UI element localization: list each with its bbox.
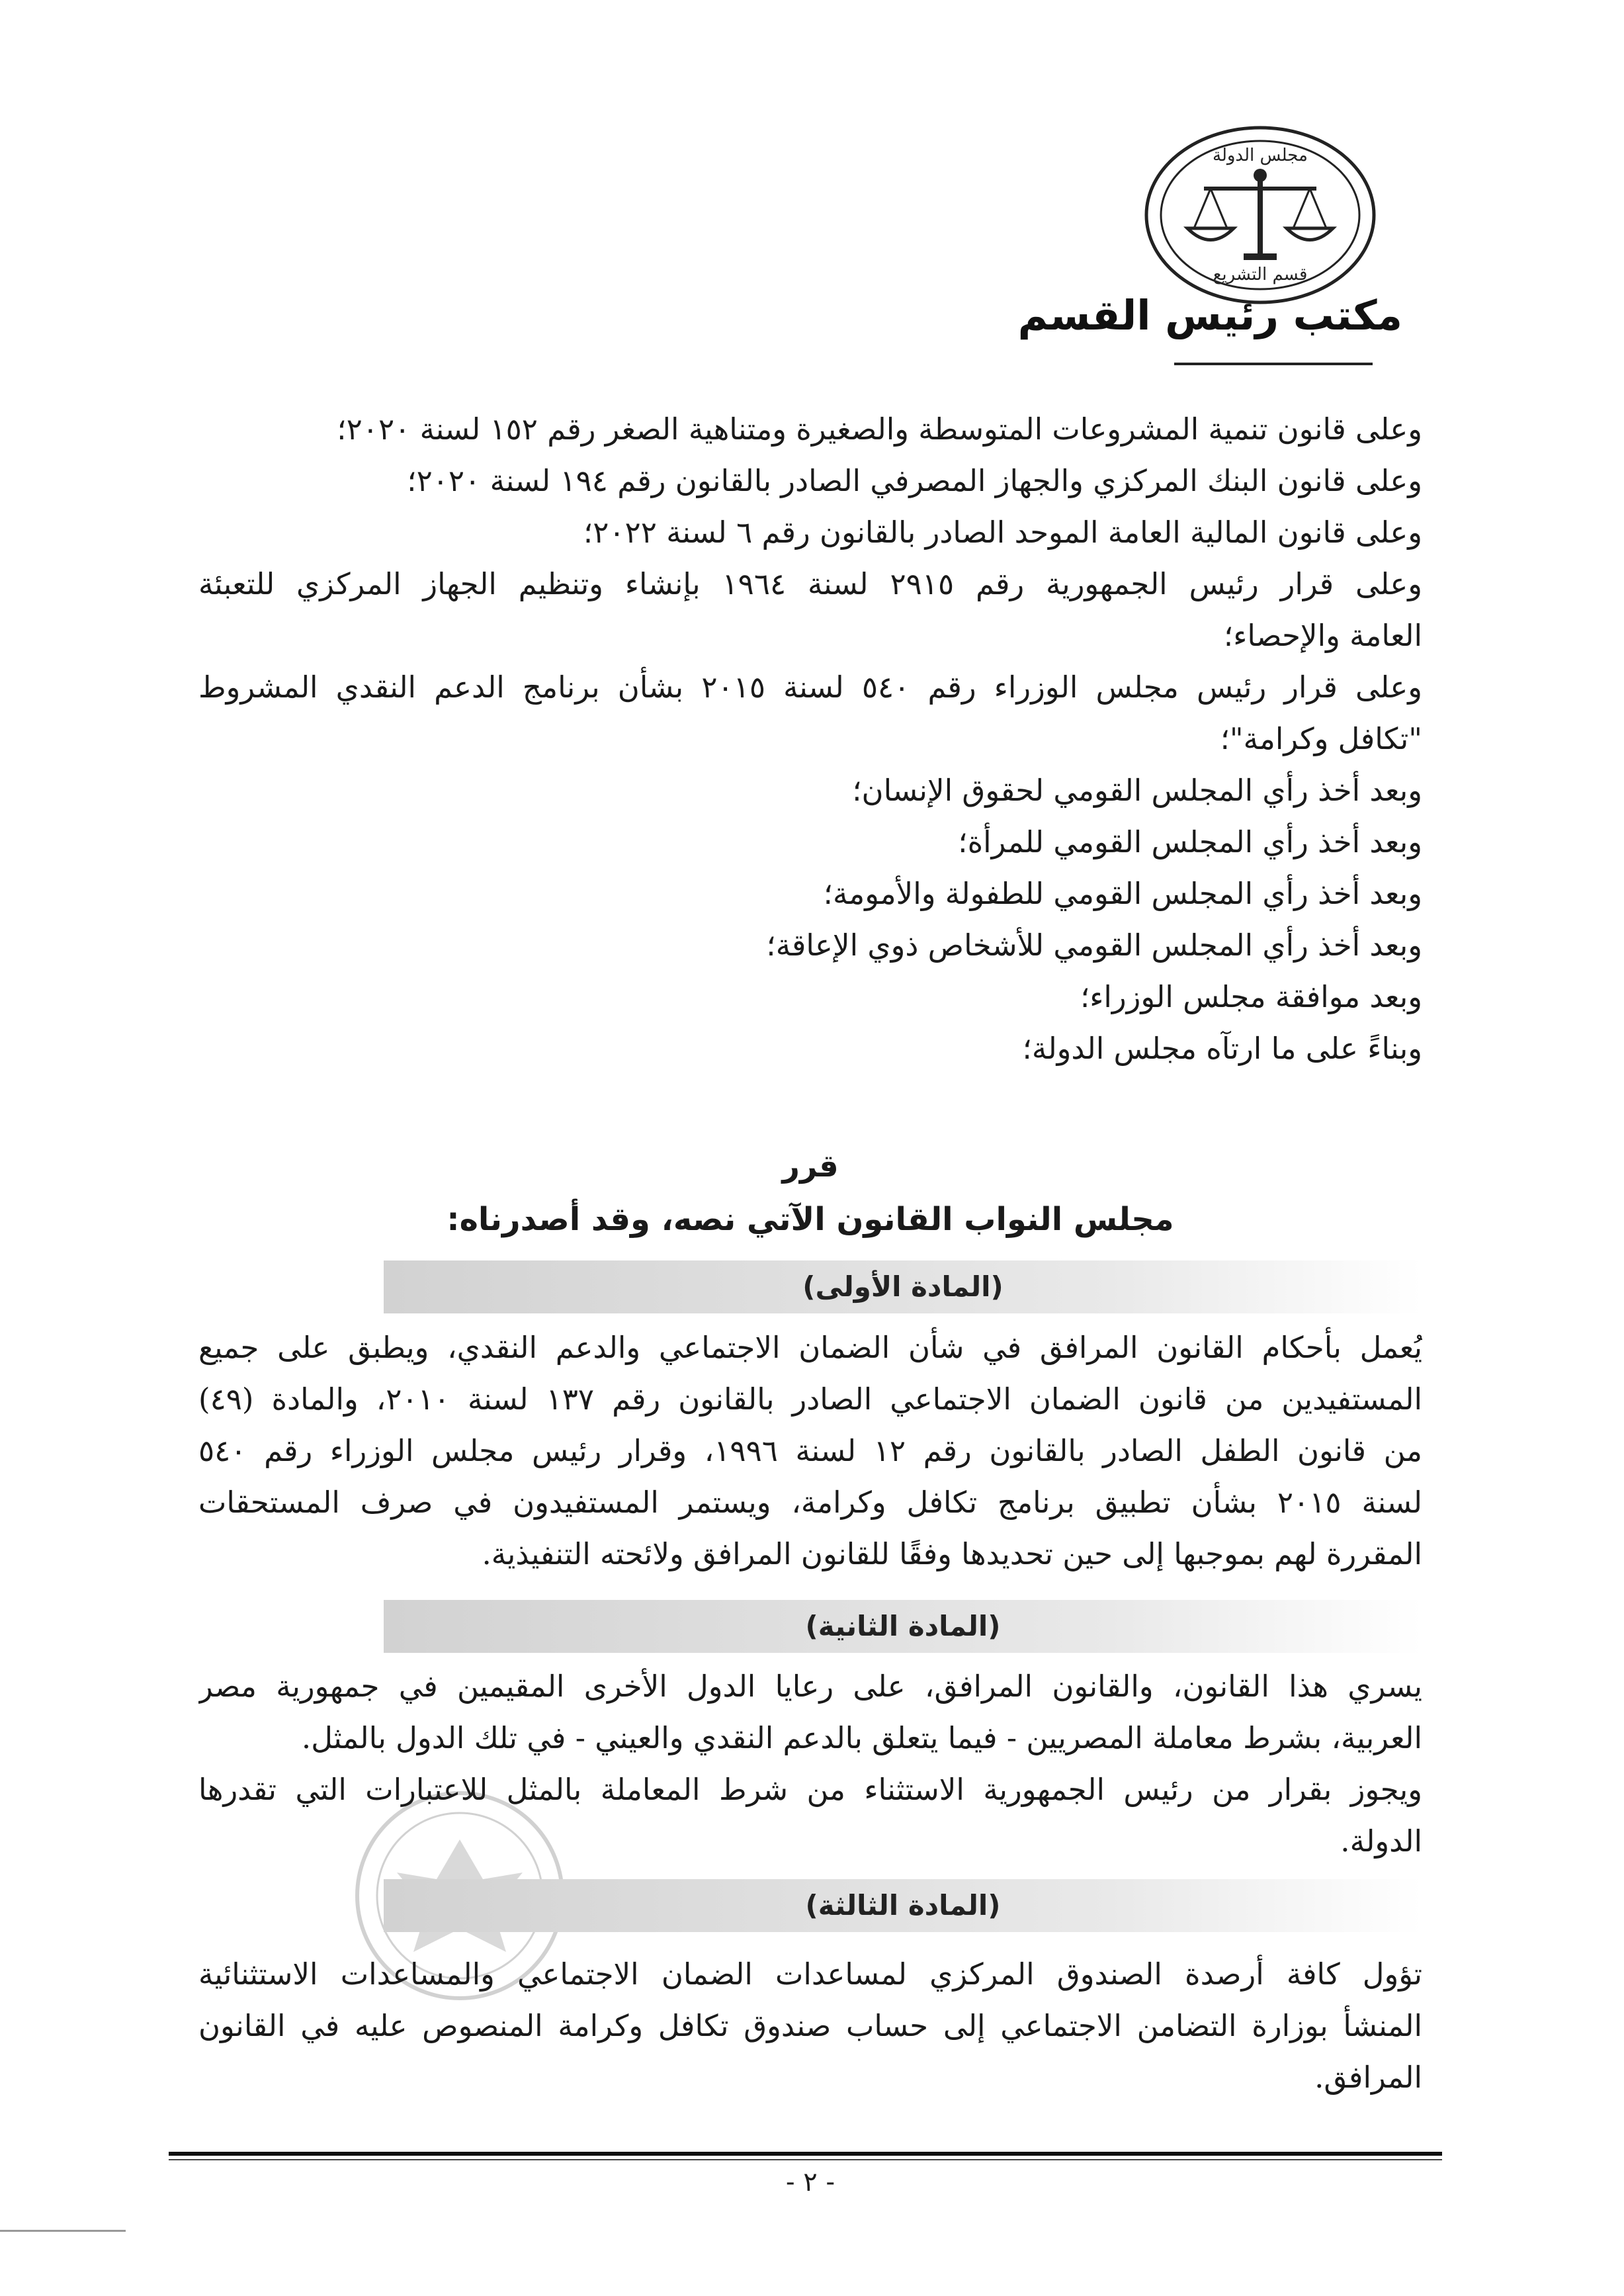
page-number: - ٢ - <box>786 2167 835 2197</box>
preamble-line: وبعد أخذ رأي المجلس القومي للمرأة؛ <box>958 824 1422 860</box>
article-line: من قانون الطفل الصادر بالقانون رقم ١٢ لسنة ١٩٩٦، وقرار رئيس مجلس الوزراء رقم ٥٤٠ <box>198 1433 1422 1468</box>
footer-rule-thin <box>169 2159 1442 2160</box>
scales-of-justice-seal-icon <box>1141 122 1379 308</box>
article-1-body <box>198 1322 1422 1580</box>
article-line: المنشأ بوزارة التضامن الاجتماعي إلى حساب صندوق تكافل وكرامة المنصوص عليه في القانون <box>198 2008 1422 2043</box>
article-line: يسري هذا القانون، والقانون المرافق، على رعايا الدول الأخرى المقيمين في جمهورية مصر <box>198 1669 1422 1704</box>
preamble-line: العامة والإحصاء؛ <box>1223 618 1422 653</box>
preamble-line: وبناءً على ما ارتآه مجلس الدولة؛ <box>1022 1031 1422 1066</box>
article-line: المقررة لهم بموجبها إلى حين تحديدها وفقًا للقانون المرافق ولائحته التنفيذية. <box>482 1536 1422 1571</box>
article-line: لسنة ٢٠١٥ بشأن تطبيق برنامج تكافل وكرامة، ويستمر المستفيدون في صرف المستحقات <box>198 1485 1422 1520</box>
article-line: يُعمل بأحكام القانون المرافق في شأن الضمان الاجتماعي والدعم النقدي، ويطبق على جميع <box>198 1330 1422 1365</box>
preamble-line: وعلى قانون تنمية المشروعات المتوسطة والصغيرة ومتناهية الصغر رقم ١٥٢ لسنة ٢٠٢٠؛ <box>337 412 1422 447</box>
preamble-line: وبعد أخذ رأي المجلس القومي للأشخاص ذوي الإعاقة؛ <box>766 928 1422 963</box>
article-line: العربية، بشرط معاملة المصريين - فيما يتعلق بالدعم النقدي والعيني - في تلك الدول بالمثل. <box>301 1720 1422 1755</box>
preamble-line: وبعد أخذ رأي المجلس القومي للطفولة والأمومة؛ <box>823 876 1422 911</box>
seal-text-bottom: قسم التشريع <box>1213 265 1308 285</box>
preamble-line: وعلى قرار رئيس الجمهورية رقم ٢٩١٥ لسنة ١٩٦٤ بإنشاء وتنظيم الجهاز المركزي للتعبئة <box>198 566 1422 601</box>
article-1-title: (المادة الأولى) <box>802 1270 1004 1303</box>
preamble-line: وبعد أخذ رأي المجلس القومي لحقوق الإنسان؛ <box>852 773 1422 808</box>
office-title: مكتب رئيس القسم <box>1017 291 1402 339</box>
article-3-title: (المادة الثالثة) <box>805 1889 1001 1921</box>
preamble-line: وبعد موافقة مجلس الوزراء؛ <box>1080 979 1422 1014</box>
preamble <box>198 404 1422 1075</box>
scan-mark <box>0 2230 126 2232</box>
footer-rule <box>169 2152 1442 2156</box>
article-line: تؤول كافة أرصدة الصندوق المركزي لمساعدات الضمان الاجتماعي والمساعدات الاستثنائية <box>198 1957 1422 1992</box>
article-2-title: (المادة الثانية) <box>805 1610 1001 1642</box>
article-line: الدولة. <box>1340 1824 1422 1859</box>
preamble-line: "تكافل وكرامة"؛ <box>1220 721 1422 756</box>
article-line: ويجوز بقرار من رئيس الجمهورية الاستثناء من شرط المعاملة بالمثل للاعتبارات التي تقدرها <box>198 1772 1422 1807</box>
article-line: المرافق. <box>1314 2060 1422 2095</box>
preamble-line: وعلى قرار رئيس مجلس الوزراء رقم ٥٤٠ لسنة ٢٠١٥ بشأن برنامج الدعم النقدي المشروط <box>198 670 1422 705</box>
decision-subheading: مجلس النواب القانون الآتي نصه، وقد أصدرناه: <box>447 1201 1174 1238</box>
preamble-line: وعلى قانون المالية العامة الموحد الصادر بالقانون رقم ٦ لسنة ٢٠٢٢؛ <box>583 515 1422 550</box>
article-3-body <box>198 1949 1422 2103</box>
preamble-line: وعلى قانون البنك المركزي والجهاز المصرفي الصادر بالقانون رقم ١٩٤ لسنة ٢٠٢٠؛ <box>407 463 1422 498</box>
seal-text-top: مجلس الدولة <box>1213 146 1308 165</box>
article-line: المستفيدين من قانون الضمان الاجتماعي الصادر بالقانون رقم ١٣٧ لسنة ٢٠١٠، والمادة (٤٩) <box>198 1382 1422 1417</box>
decision-heading: قرر <box>782 1148 839 1184</box>
office-title-underline <box>1174 363 1373 365</box>
